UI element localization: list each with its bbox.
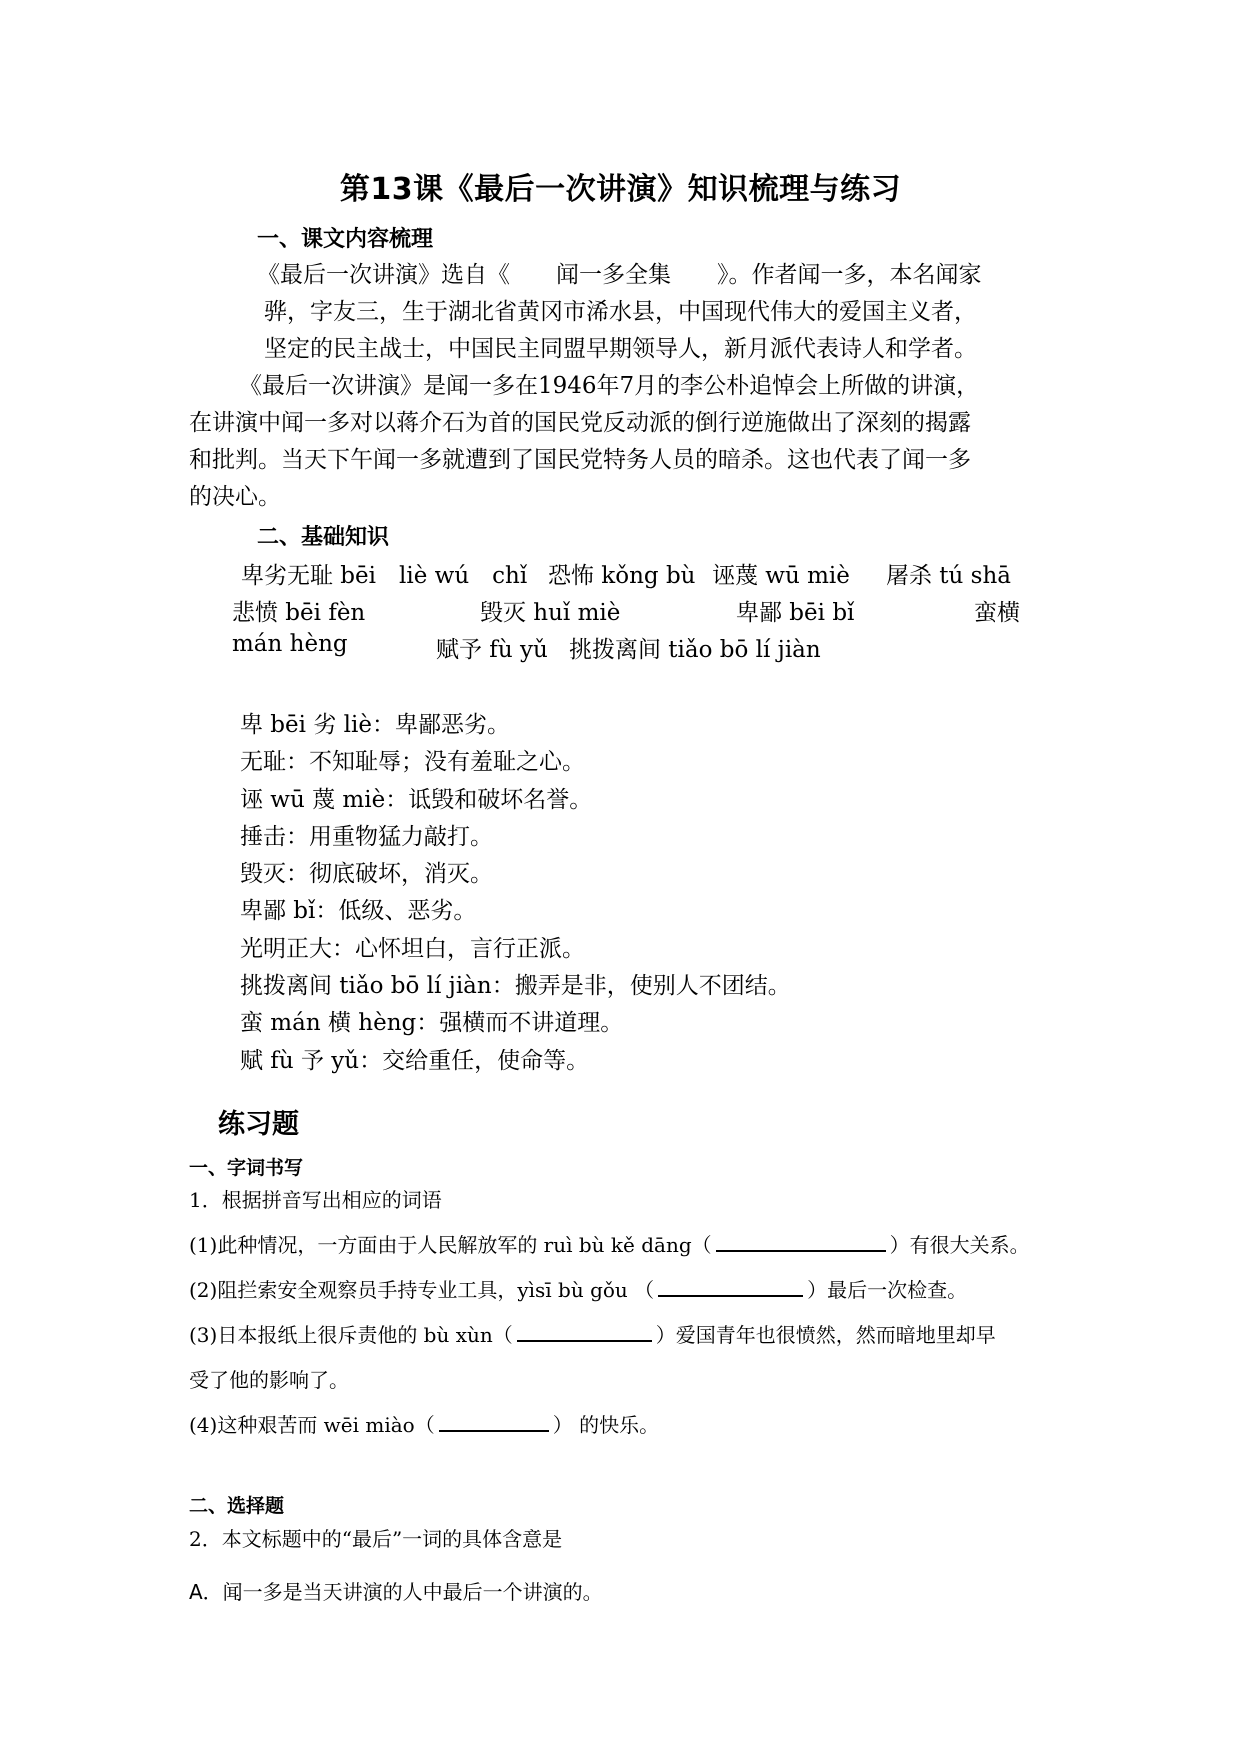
vocab-item: mán hèng	[232, 631, 348, 657]
definition-item: 无耻：不知耻辱；没有羞耻之心。	[240, 749, 585, 776]
question-1: 1．根据拼音写出相应的词语	[189, 1188, 442, 1212]
vocab-item: 蛮横	[974, 600, 1020, 626]
definition-item: 毁灭：彻底破坏，消灭。	[240, 861, 493, 888]
option-a[interactable]: A．闻一多是当天讲演的人中最后一个讲演的。	[189, 1580, 603, 1604]
vocab-item: 挑拨离间 tiǎo bō lí jiàn	[569, 637, 821, 663]
exercises-heading: 练习题	[218, 1109, 299, 1140]
intro-paragraph	[189, 257, 1054, 516]
intro-line: 和批判。当天下午闻一多就遭到了国民党特务人员的暗杀。这也代表了闻一多	[189, 447, 971, 473]
intro-line: 坚定的民主战士，中国民主同盟早期领导人，新月派代表诗人和学者。	[241, 336, 977, 362]
definition-item: 赋 fù 予 yǔ：交给重任，使命等。	[240, 1047, 590, 1074]
section-heading-basics: 二、基础知识	[257, 525, 390, 550]
question-2: 2．本文标题中的“最后”一词的具体含意是	[189, 1527, 563, 1551]
exercise-part2-heading: 二、选择题	[189, 1495, 285, 1517]
vocab-item: 屠杀 tú shā	[886, 563, 1012, 589]
section-heading-content: 一、课文内容梳理	[257, 227, 434, 252]
definition-item: 挑拨离间 tiǎo bō lí jiàn：搬弄是非，使别人不团结。	[240, 973, 791, 1000]
vocab-item: 卑劣无耻 bēi liè wú chǐ	[241, 563, 528, 589]
intro-line: 《最后一次讲演》是闻一多在1946年7月的李公朴追悼会上所做的讲演，	[239, 373, 980, 399]
exercise-part1-heading: 一、字词书写	[189, 1157, 304, 1179]
vocab-item: 卑鄙 bēi bǐ	[736, 600, 855, 626]
definitions-list	[240, 707, 791, 1080]
vocab-item: 恐怖 kǒng bù	[548, 563, 696, 589]
fill-item-3: (3)日本报纸上很斥责他的 bù xùn（ ）爱国青年也很愤然，然而暗地里却早	[189, 1323, 996, 1347]
fill-item-3-cont: 受了他的影响了。	[189, 1368, 349, 1392]
intro-line: 《最后一次讲演》选自《 闻一多全集 》。作者闻一多，本名闻家	[257, 262, 982, 288]
answer-blank[interactable]	[716, 1232, 886, 1252]
page-title: 第13课《最后一次讲演》知识梳理与练习	[339, 172, 902, 207]
fill-item-1: (1)此种情况，一方面由于人民解放军的 ruì bù kě dāng（ ）有很大关系。	[189, 1233, 1030, 1257]
answer-blank[interactable]	[517, 1322, 652, 1342]
definition-item: 光明正大：心怀坦白，言行正派。	[240, 935, 585, 962]
intro-line: 在讲演中闻一多对以蒋介石为首的国民党反动派的倒行逆施做出了深刻的揭露	[189, 410, 971, 436]
fill-item-2: (2)阻拦索安全观察员手持专业工具，yìsī bù gǒu （ ）最后一次检查。	[189, 1278, 968, 1302]
fill-item-4: (4)这种艰苦而 wēi miào（ ） 的快乐。	[189, 1413, 660, 1437]
intro-line: 骅，字友三，生于湖北省黄冈市浠水县，中国现代伟大的爱国主义者，	[241, 299, 977, 325]
answer-blank[interactable]	[439, 1412, 549, 1432]
definition-item: 卑鄙 bǐ：低级、恶劣。	[240, 898, 477, 925]
intro-line: 的决心。	[189, 484, 281, 510]
definition-item: 卑 bēi 劣 liè：卑鄙恶劣。	[240, 712, 510, 738]
vocab-item: 毁灭 huǐ miè	[480, 600, 621, 626]
definition-item: 捶击：用重物猛力敲打。	[240, 823, 493, 850]
definition-item: 蛮 mán 横 hèng：强横而不讲道理。	[240, 1010, 624, 1037]
answer-blank[interactable]	[658, 1277, 803, 1297]
definition-item: 诬 wū 蔑 miè：诋毁和破坏名誉。	[240, 786, 593, 813]
vocab-item: 诬蔑 wū miè	[712, 563, 850, 589]
vocab-item: 赋予 fù yǔ	[436, 637, 548, 663]
vocab-item: 悲愤 bēi fèn	[232, 600, 366, 626]
